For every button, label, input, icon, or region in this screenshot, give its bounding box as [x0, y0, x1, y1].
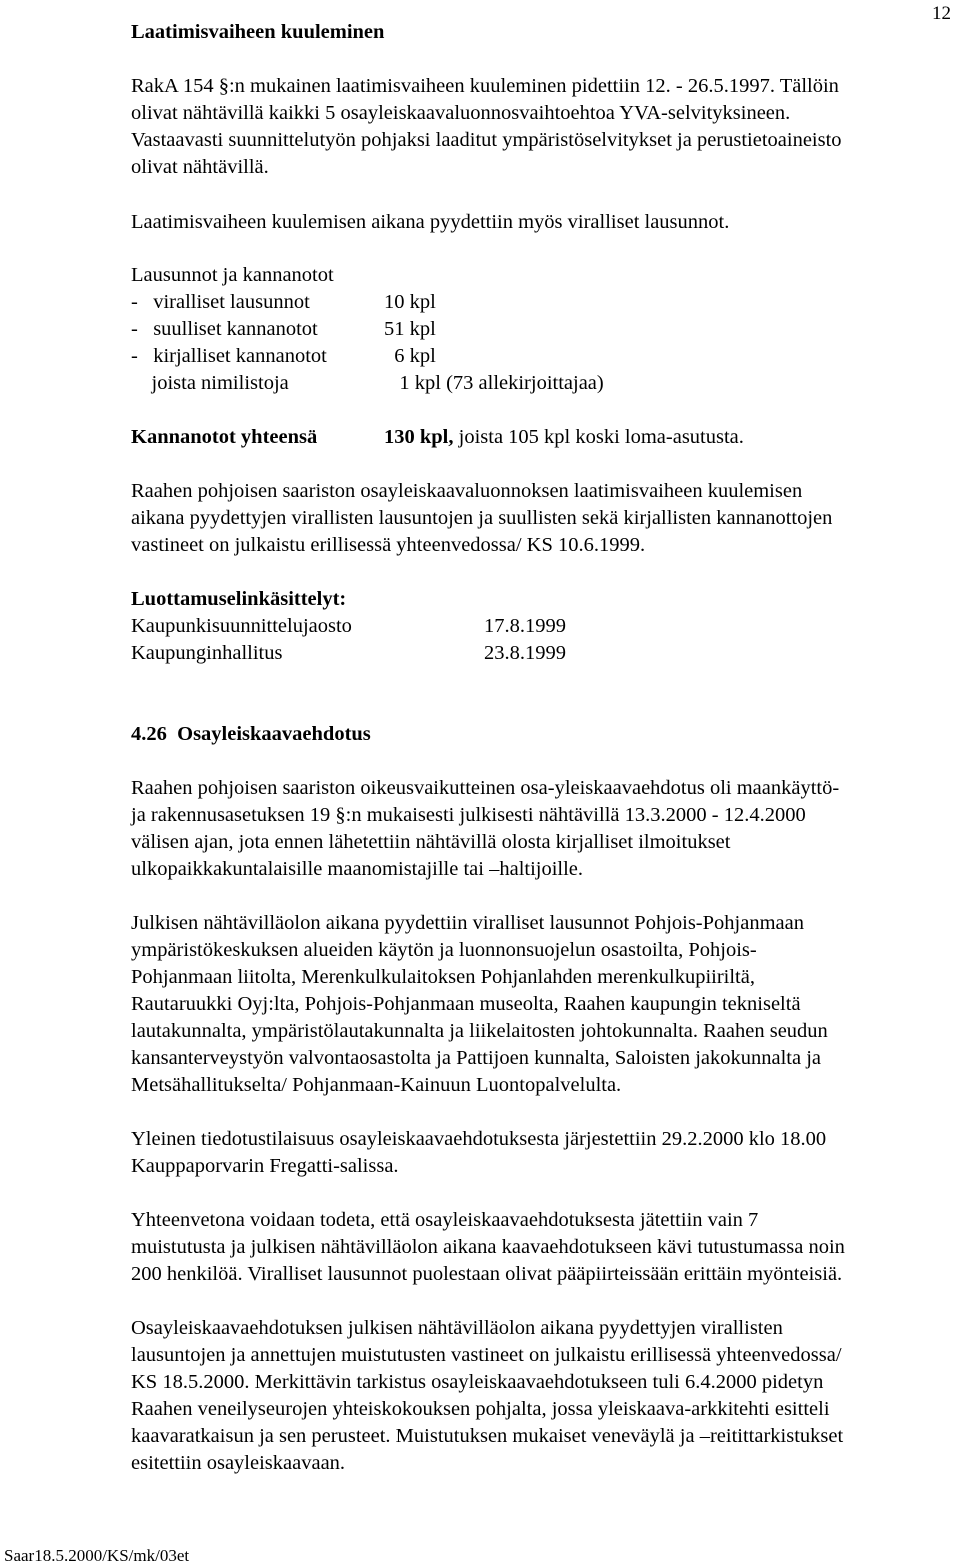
text-line: Kauppaporvarin Fregatti-salissa. — [131, 1155, 399, 1177]
text-line: Raahen pohjoisen saariston osayleiskaavaluonnoksen laatimisvaiheen kuulemisen — [131, 480, 803, 502]
paragraph-julkisen-nahtavillaolon — [131, 910, 943, 1099]
text-line: Pohjanmaan liitolta, Merenkulkulaitoksen Pohjanlahden merenkulkupiiriltä, — [131, 966, 755, 988]
text-line: ja rakennusasetuksen 19 §:n mukaisesti julkisesti nähtävillä 13.3.2000 - 12.4.2000 — [131, 804, 806, 826]
text-line: kaavaratkaisun ja sen perusteet. Muistutuksen mukaiset veneväylä ja –reitittarkistukset — [131, 1425, 844, 1447]
text-line: ulkopaikkakuntalaisille maanomistajille tai –haltijoille. — [131, 858, 584, 880]
text-line: Osayleiskaavaehdotuksen julkisen nähtävilläolon aikana pyydettyjen virallisten — [131, 1317, 783, 1339]
section-heading-laatimisvaiheen-kuuleminen: Laatimisvaiheen kuuleminen — [131, 21, 385, 43]
text-line: KS 18.5.2000. Merkittävin tarkistus osayleiskaavaehdotukseen tuli 6.4.2000 pidetyn — [131, 1371, 824, 1393]
text-line: lausuntojen ja annettujen muistutusten vastineet on julkaistu erillisessä yhteenvedossa/ — [131, 1344, 842, 1366]
luottamus-body: Kaupunkisuunnittelujaosto — [131, 615, 352, 637]
text-line: välisen ajan, jota ennen lähetettiin nähtävillä olosta kirjalliset ilmoitukset — [131, 831, 731, 853]
list-title-lausunnot: Lausunnot ja kannanotot — [131, 264, 334, 286]
luottamus-date: 17.8.1999 — [484, 615, 566, 637]
luottamus-date: 23.8.1999 — [484, 642, 566, 664]
text-line: esitettiin osayleiskaavaan. — [131, 1452, 346, 1474]
list-item-label: - suulliset kannanotot — [131, 318, 318, 340]
text-line: Raahen veneilyseurojen yhteiskokouksen pohjalta, jossa yleiskaava-arkkitehti esitteli — [131, 1398, 830, 1420]
total-rest: joista 105 kpl koski loma-asutusta. — [453, 426, 744, 448]
paragraph-vastineet-2000 — [131, 1315, 943, 1477]
list-item-label: - kirjalliset kannanotot — [131, 345, 327, 367]
text-line: ympäristökeskuksen alueiden käytön ja luonnonsuojelun osastoilta, Pohjois- — [131, 939, 757, 961]
list-item-value: 1 kpl (73 allekirjoittajaa) — [384, 372, 604, 394]
paragraph-nahtavilla — [131, 775, 943, 883]
paragraph-yhteenvetona — [131, 1207, 943, 1288]
list-item-value: 10 kpl — [384, 291, 436, 313]
text-line: Metsähallitukselta/ Pohjanmaan-Kainuun Luontopalvelulta. — [131, 1074, 622, 1096]
text-line: Yhteenvetona voidaan todeta, että osayleiskaavaehdotuksesta jätettiin vain 7 — [131, 1209, 759, 1231]
text-line: RakA 154 §:n mukainen laatimisvaiheen kuuleminen pidettiin 12. - 26.5.1997. Tällöin — [131, 75, 839, 97]
text-line: muistutusta ja julkisen nähtävilläolon aikana kaavaehdotukseen kävi tutustumassa noin — [131, 1236, 845, 1258]
text-line: Julkisen nähtävilläolon aikana pyydettiin viralliset lausunnot Pohjois-Pohjanmaan — [131, 912, 804, 934]
page-number: 12 — [932, 3, 951, 24]
list-item-label: joista nimilistoja — [131, 372, 289, 394]
footer-reference: Saar18.5.2000/KS/mk/03et — [4, 1546, 190, 1565]
total-value-wrap — [384, 424, 744, 451]
paragraph-lausunnot-pyydettiin: Laatimisvaiheen kuulemisen aikana pyydettiin myös viralliset lausunnot. — [131, 211, 730, 233]
text-line: kansanterveystyön valvontaosastolta ja Pattijoen kunnalta, Saloisten jakokunnalta ja — [131, 1047, 822, 1069]
text-line: vastineet on julkaistu erillisessä yhteenvedossa/ KS 10.6.1999. — [131, 534, 646, 556]
list-item-value: 6 kpl — [384, 345, 436, 367]
text-line: Vastaavasti suunnittelutyön pohjaksi laaditut ympäristöselvitykset ja perustietoaineisto — [131, 129, 842, 151]
text-line: Yleinen tiedotustilaisuus osayleiskaavaehdotuksesta järjestettiin 29.2.2000 klo 18.00 — [131, 1128, 827, 1150]
luottamus-body: Kaupunginhallitus — [131, 642, 283, 664]
list-item-value: 51 kpl — [384, 318, 436, 340]
section-heading-osayleiskaavaehdotus: 4.26 Osayleiskaavaehdotus — [131, 723, 371, 745]
paragraph-raka-154 — [131, 73, 943, 181]
paragraph-tiedotustilaisuus — [131, 1126, 943, 1180]
total-label: Kannanotot yhteensä — [131, 426, 318, 448]
text-line: lautakunnalta, ympäristölautakunnalta ja liikelaitosten johtokunnalta. Raahen seudun — [131, 1020, 828, 1042]
luottamus-heading: Luottamuselinkäsittelyt: — [131, 588, 347, 610]
text-line: Raahen pohjoisen saariston oikeusvaikutteinen osa-yleiskaavaehdotus oli maankäyttö- — [131, 777, 840, 799]
text-line: Rautaruukki Oyj:lta, Pohjois-Pohjanmaan museolta, Raahen kaupungin tekniseltä — [131, 993, 801, 1015]
total-value: 130 kpl, — [384, 426, 454, 448]
paragraph-vastineet — [131, 478, 943, 559]
list-item-label: - viralliset lausunnot — [131, 291, 310, 313]
text-line: olivat nähtävillä. — [131, 156, 269, 178]
text-line: olivat nähtävillä kaikki 5 osayleiskaavaluonnosvaihtoehtoa YVA-selvityksineen. — [131, 102, 791, 124]
text-line: 200 henkilöä. Viralliset lausunnot puolestaan olivat pääpiirteissään erittäin myönteisiä. — [131, 1263, 843, 1285]
text-line: aikana pyydettyjen virallisten lausuntojen ja suullisten sekä kirjallisten kannanottojen — [131, 507, 833, 529]
